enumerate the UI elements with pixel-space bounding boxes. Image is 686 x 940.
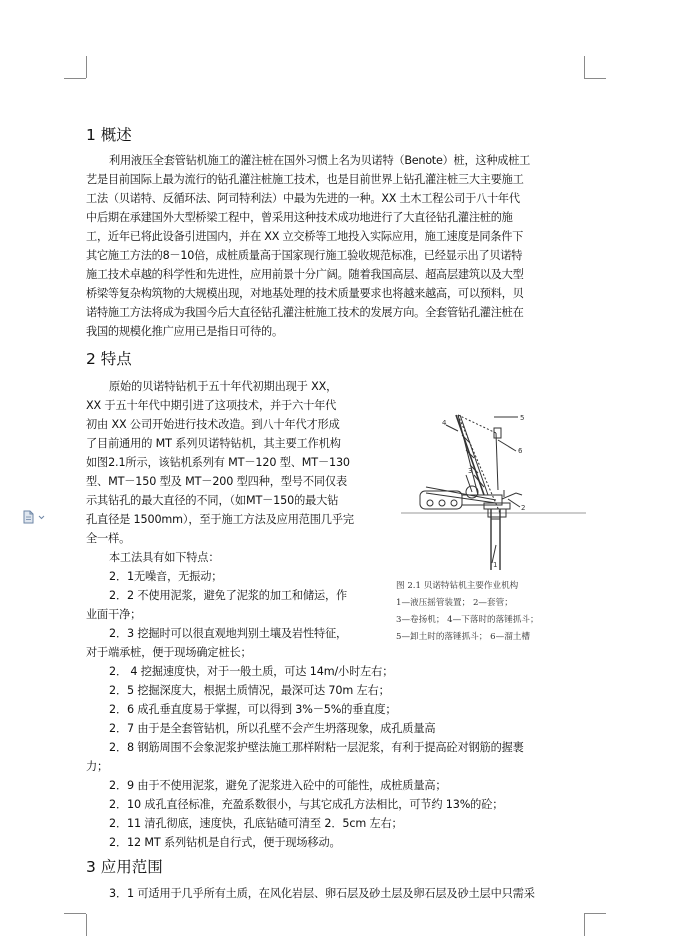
figure-drilling-rig <box>396 395 596 640</box>
text-line: 诺特施工方法将成为我国今后大直径钻孔灌注桩施工技术的发展方向。全套管钻孔灌注桩在 <box>86 306 524 319</box>
text-line: 施工技术卓越的科学性和先进性，应用前景十分广阔。随着我国高层、超高层建筑以及大型 <box>86 268 524 281</box>
text-line: 艺是目前国际上最为流行的钻孔灌注桩施工技术，也是目前世界上钻孔灌注桩三大主要施工 <box>86 173 524 186</box>
figure-label: 3 <box>468 467 473 475</box>
list-item: 2． 4 挖掘速度快，对于一般土质，可达 14m/小时左右； <box>109 665 394 678</box>
figure-label: 4 <box>442 419 447 427</box>
list-item: 2．9 由于不使用泥浆，避免了泥浆进入砼中的可能性，成桩质量高； <box>109 779 447 792</box>
crop-mark-top-right <box>584 78 606 79</box>
text-line: 全一样。 <box>86 532 131 545</box>
figure-label: 5 <box>520 414 525 422</box>
crop-mark-bottom-right <box>584 914 585 936</box>
section-heading-application: 3 应用范围 <box>86 858 163 876</box>
figure-label: 1 <box>493 561 498 569</box>
section-heading-features: 2 特点 <box>86 350 132 368</box>
list-item-continuation: 业面干净； <box>86 608 142 621</box>
text-line: 如图2.1所示，该钻机系列有 MT－120 型、MT－130 <box>86 456 350 469</box>
figure-label: 6 <box>518 447 523 455</box>
text-line: 示其钻孔的最大直径的不同，（如MT－150的最大钻 <box>86 494 339 507</box>
document-icon[interactable] <box>22 509 48 523</box>
crop-mark-top-left <box>86 56 87 78</box>
crop-mark-bottom-left <box>64 913 86 914</box>
figure-caption-title: 图 2.1 贝诺特钻机主要作业机构 <box>396 581 519 591</box>
list-item-continuation: 力； <box>86 760 109 773</box>
text-line: 了目前通用的 MT 系列贝诺特钻机，其主要工作机构 <box>86 437 341 450</box>
text-line: 原始的贝诺特钻机于五十年代初期出现于 XX， <box>109 380 338 393</box>
crop-mark-bottom-right <box>584 913 606 914</box>
list-item: 2．2 不使用泥浆，避免了泥浆的加工和储运，作 <box>109 589 348 602</box>
list-item: 2．5 挖掘深度大，根据土质情况，最深可达 70m 左右； <box>109 684 390 697</box>
list-item: 2．3 挖掘时可以很直观地判别土壤及岩性特征， <box>109 627 348 640</box>
list-item: 2．10 成孔直径标准，充盈系数很小，与其它成孔方法相比，可节约 13%的砼； <box>109 798 504 811</box>
text-line: 利用液压全套管钻机施工的灌注桩在国外习惯上名为贝诺特（Benote）桩，这种成桩工 <box>109 154 531 167</box>
list-intro: 本工法具有如下特点： <box>109 551 220 564</box>
text-line: 桥梁等复杂构筑物的大规模出现，对地基处理的技术质量要求也将越来越高，可以预料，贝 <box>86 287 524 300</box>
list-item: 2．7 由于是全套管钻机，所以孔壁不会产生坍落现象，成孔质量高 <box>109 722 436 735</box>
list-item: 2．12 MT 系列钻机是自行式，便于现场移动。 <box>109 836 341 849</box>
drilling-rig-illustration <box>396 395 596 575</box>
list-item-continuation: 对于端承桩，便于现场确定桩长； <box>86 646 252 659</box>
crop-mark-top-left <box>64 78 86 79</box>
text-line: 初由 XX 公司开始进行技术改造。到八十年代才形成 <box>86 418 340 431</box>
text-line: 中后期在承建国外大型桥梁工程中，曾采用这种技术成功地进行了大直径钻孔灌注桩的施 <box>86 211 513 224</box>
text-line: 孔直径是 1500mm），至于施工方法及应用范围几乎完 <box>86 513 354 526</box>
text-line: 我国的规模化推广应用已是指日可待的。 <box>86 325 283 338</box>
section-heading-overview: 1 概述 <box>86 126 132 144</box>
list-item: 2．8 钢筋周围不会象泥浆护壁法施工那样附粘一层泥浆，有利于提高砼对钢筋的握裹 <box>109 741 524 754</box>
text-line: 工，近年已将此设备引进国内，并在 XX 立交桥等工地投入实际应用，施工速度是同条件下 <box>86 230 524 243</box>
text-line: 其它施工方法的8－10倍，成桩质量高于国家现行施工验收规范标准，已经显示出了贝诺特 <box>86 249 523 262</box>
text-line: 型、MT－150 型及 MT－200 型四种，型号不同仅表 <box>86 475 347 488</box>
figure-legend-line: 3—卷扬机； 4—下落时的落锤抓斗； <box>396 615 539 625</box>
text-line: 工法（贝诺特、反循环法、阿司特利法）中最为先进的一种。XX 土木工程公司于八十年代 <box>86 192 520 205</box>
list-item: 2．1无噪音，无振动； <box>109 570 223 583</box>
list-item: 2．6 成孔垂直度易于掌握，可以得到 3%－5%的垂直度； <box>109 703 397 716</box>
list-item: 2．11 清孔彻底，速度快，孔底钻碴可清至 2．5cm 左右； <box>109 817 403 830</box>
crop-mark-bottom-left <box>86 914 87 936</box>
crop-mark-top-right <box>584 56 585 78</box>
text-line: XX 于五十年代中期引进了这项技术，并于六十年代 <box>86 399 337 412</box>
text-line: 3．1 可适用于几乎所有土质，在风化岩层、卵石层及砂土层及卵石层及砂土层中只需采 <box>109 887 535 900</box>
figure-label: 2 <box>521 504 526 512</box>
figure-caption <box>396 578 596 646</box>
figure-legend-line: 5—卸土时的落锤抓斗； 6—溜土槽 <box>396 632 530 642</box>
figure-legend-line: 1—液压摇管装置； 2—套管； <box>396 598 513 608</box>
